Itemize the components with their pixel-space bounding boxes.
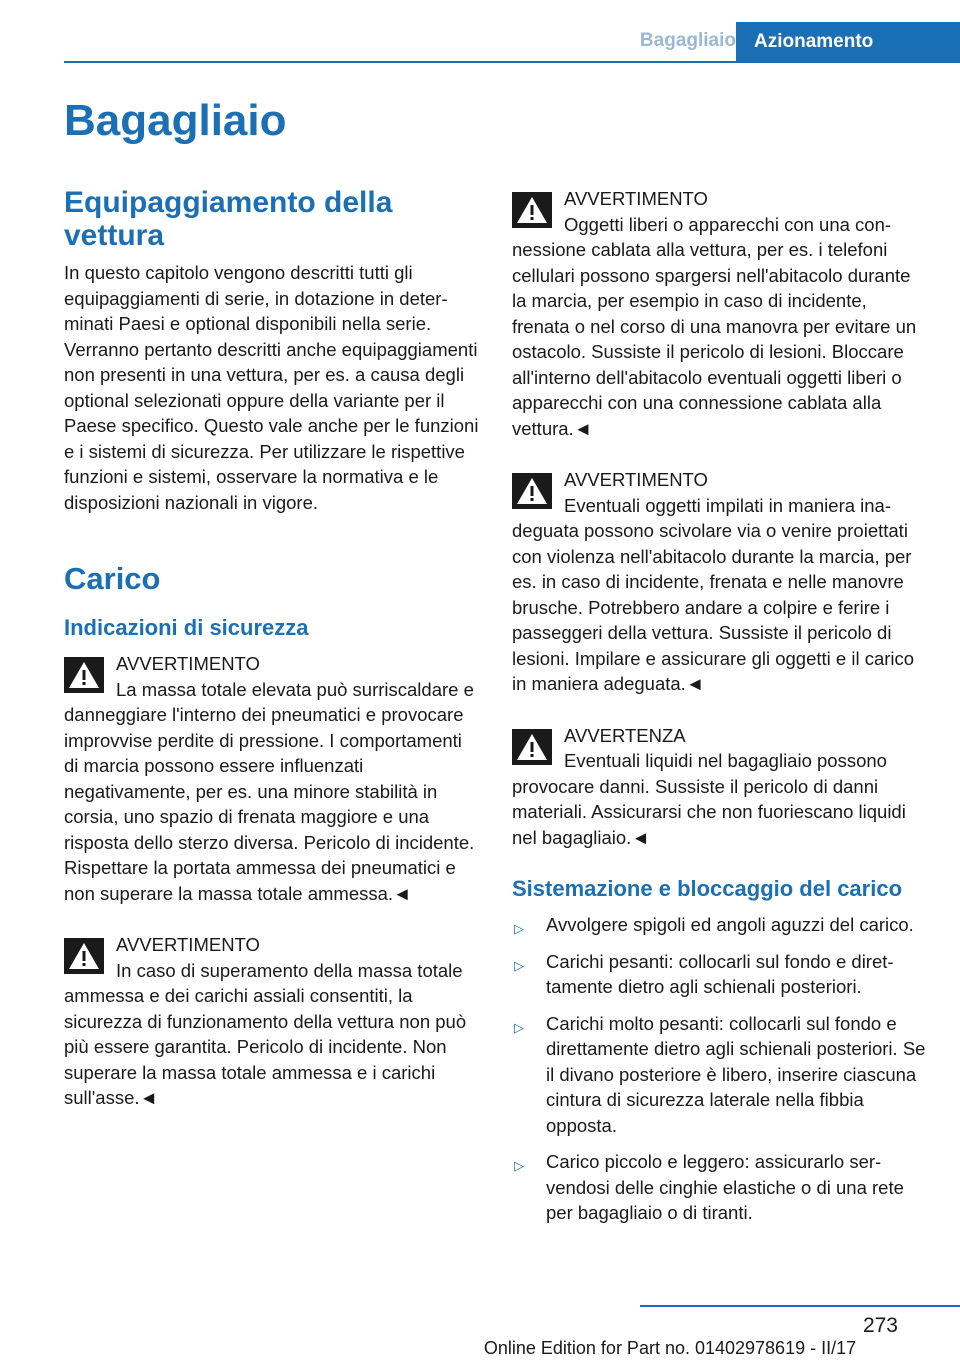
section-title-carico: Carico (64, 561, 161, 596)
warning-title: AVVERTIMENTO (564, 188, 708, 209)
notice-title: AVVERTENZA (564, 724, 686, 746)
page-title: Bagagliaio (64, 96, 287, 145)
warning-title: AVVERTIMENTO (116, 934, 260, 955)
header-section[interactable]: Bagagliaio (639, 30, 736, 51)
bullet-triangle-icon: ▷ (514, 921, 524, 936)
section-heading-equipment: Equipaggiamento della vettura (64, 186, 393, 252)
notice-text: Eventuali liquidi nel bagagliaio possono provocare danni. Sussiste il pericolo di danni materiali. Assicurarsi che non fuoriescano liquidi nel bagagliaio.◄ (512, 750, 906, 848)
right-column (512, 186, 926, 1237)
warning-block (512, 467, 926, 697)
warning-text: Eventuali oggetti impilati in maniera inadeguata possono scivolare via o venire proiettati con violenza nell'abitacolo durante la marcia, per es. in caso di incidente, frenata e nelle manovre brusche. Potrebbero andare a colpire e ferire i passeggeri della vettura. Sussiste il pericolo di lesioni. Impilare e assicurare gli oggetti e il carico in maniera adeguata.◄ (512, 494, 915, 694)
warning-block (64, 651, 480, 906)
bullet-triangle-icon: ▷ (514, 1019, 524, 1035)
list-item: ▷ Avvolgere spigoli ed angoli aguzzi del carico. (512, 912, 926, 938)
left-column (64, 186, 480, 1137)
warning-icon (512, 473, 552, 509)
warning-icon (512, 192, 552, 228)
warning-text: Oggetti liberi o apparecchi con una connessione cablata alla vettura, per es. i telefoni cellulari possono spargersi nell'abitacolo durante la marcia, per esempio in caso di incidente, frenata o nel corso di una manovra per evitare un ostacolo. Sussiste il pericolo di lesioni. Bloccare all'interno dell'abitacolo eventuali oggetti liberi o apparecchi con una connessione cablata alla vettura.◄ (512, 213, 917, 439)
bullet-triangle-icon: ▷ (514, 957, 524, 973)
header-chapter-tab[interactable]: Azionamento (736, 22, 960, 62)
warning-icon (64, 938, 104, 974)
warning-text: La massa totale elevata può surriscaldare e danneggiare l'interno dei pneumatici e provocare improvvise perdite di pressione. I comportamenti di marcia possono essere influenzati negativamente, per es. una minore stabilità in corsia, uno spazio di frenata maggiore e una risposta dello sterzo diversa. Pericolo di incidente. Rispettare la portata ammessa dei pneumatici e non superare la massa totale ammessa.◄ (64, 678, 475, 904)
stowing-list (512, 912, 926, 1226)
warning-icon (512, 729, 552, 765)
bullet-triangle-icon: ▷ (514, 1158, 524, 1173)
footer-edition: Online Edition for Part no. 01402978619 - II/17 (483, 1338, 857, 1358)
subsection-title-stowing: Sistemazione e bloccaggio del carico (512, 876, 903, 901)
subsection-title-safety: Indicazioni di sicurezza (64, 615, 309, 640)
warning-text: In caso di superamento della massa totale ammessa e dei carichi assiali consentiti, la sicurezza di funzionamento della vettura non può più essere garantita. Pericolo di incidente. Non superare la massa totale ammessa e i carichi sull'asse.◄ (64, 959, 467, 1108)
list-item: ▷ Carichi pesanti: collocarli sul fondo e direttamente dietro agli schienali posteriori. (514, 950, 894, 997)
list-item: ▷ Carichi molto pesanti: collocarli sul fondo e direttamente dietro agli schienali posteriori. Se il divano posteriore è libero, inserire ciascuna cintura di sicurezza laterale nella fibbia opposta. (514, 1012, 926, 1136)
warning-title: AVVERTIMENTO (116, 653, 260, 674)
list-item: ▷ Carico piccolo e leggero: assicurarlo servendosi delle cinghie elastiche o di una rete per bagagliaio o di tiranti. (514, 1151, 904, 1223)
footer-rule (640, 1305, 960, 1307)
warning-block (64, 932, 480, 1111)
warning-icon (64, 657, 104, 693)
notice-block (512, 723, 926, 851)
warning-block (512, 186, 926, 441)
page-number: 273 (862, 1314, 898, 1337)
warning-title: AVVERTIMENTO (564, 469, 708, 490)
intro-paragraph: In questo capitolo vengono descritti tutti gli equipaggiamenti di serie, in dotazione in determinati Paesi e optional disponibili nella serie. Verranno pertanto descritti anche equipaggiamenti non presenti in una vettura, per es. a causa degli optional selezionati oppure della variante per il Paese specifico. Questo vale anche per le funzioni e i sistemi di sicurezza. Per utilizzare le rispettive funzioni e sistemi, osservare la normativa e le disposizioni nazionali in vigore. (64, 262, 479, 513)
